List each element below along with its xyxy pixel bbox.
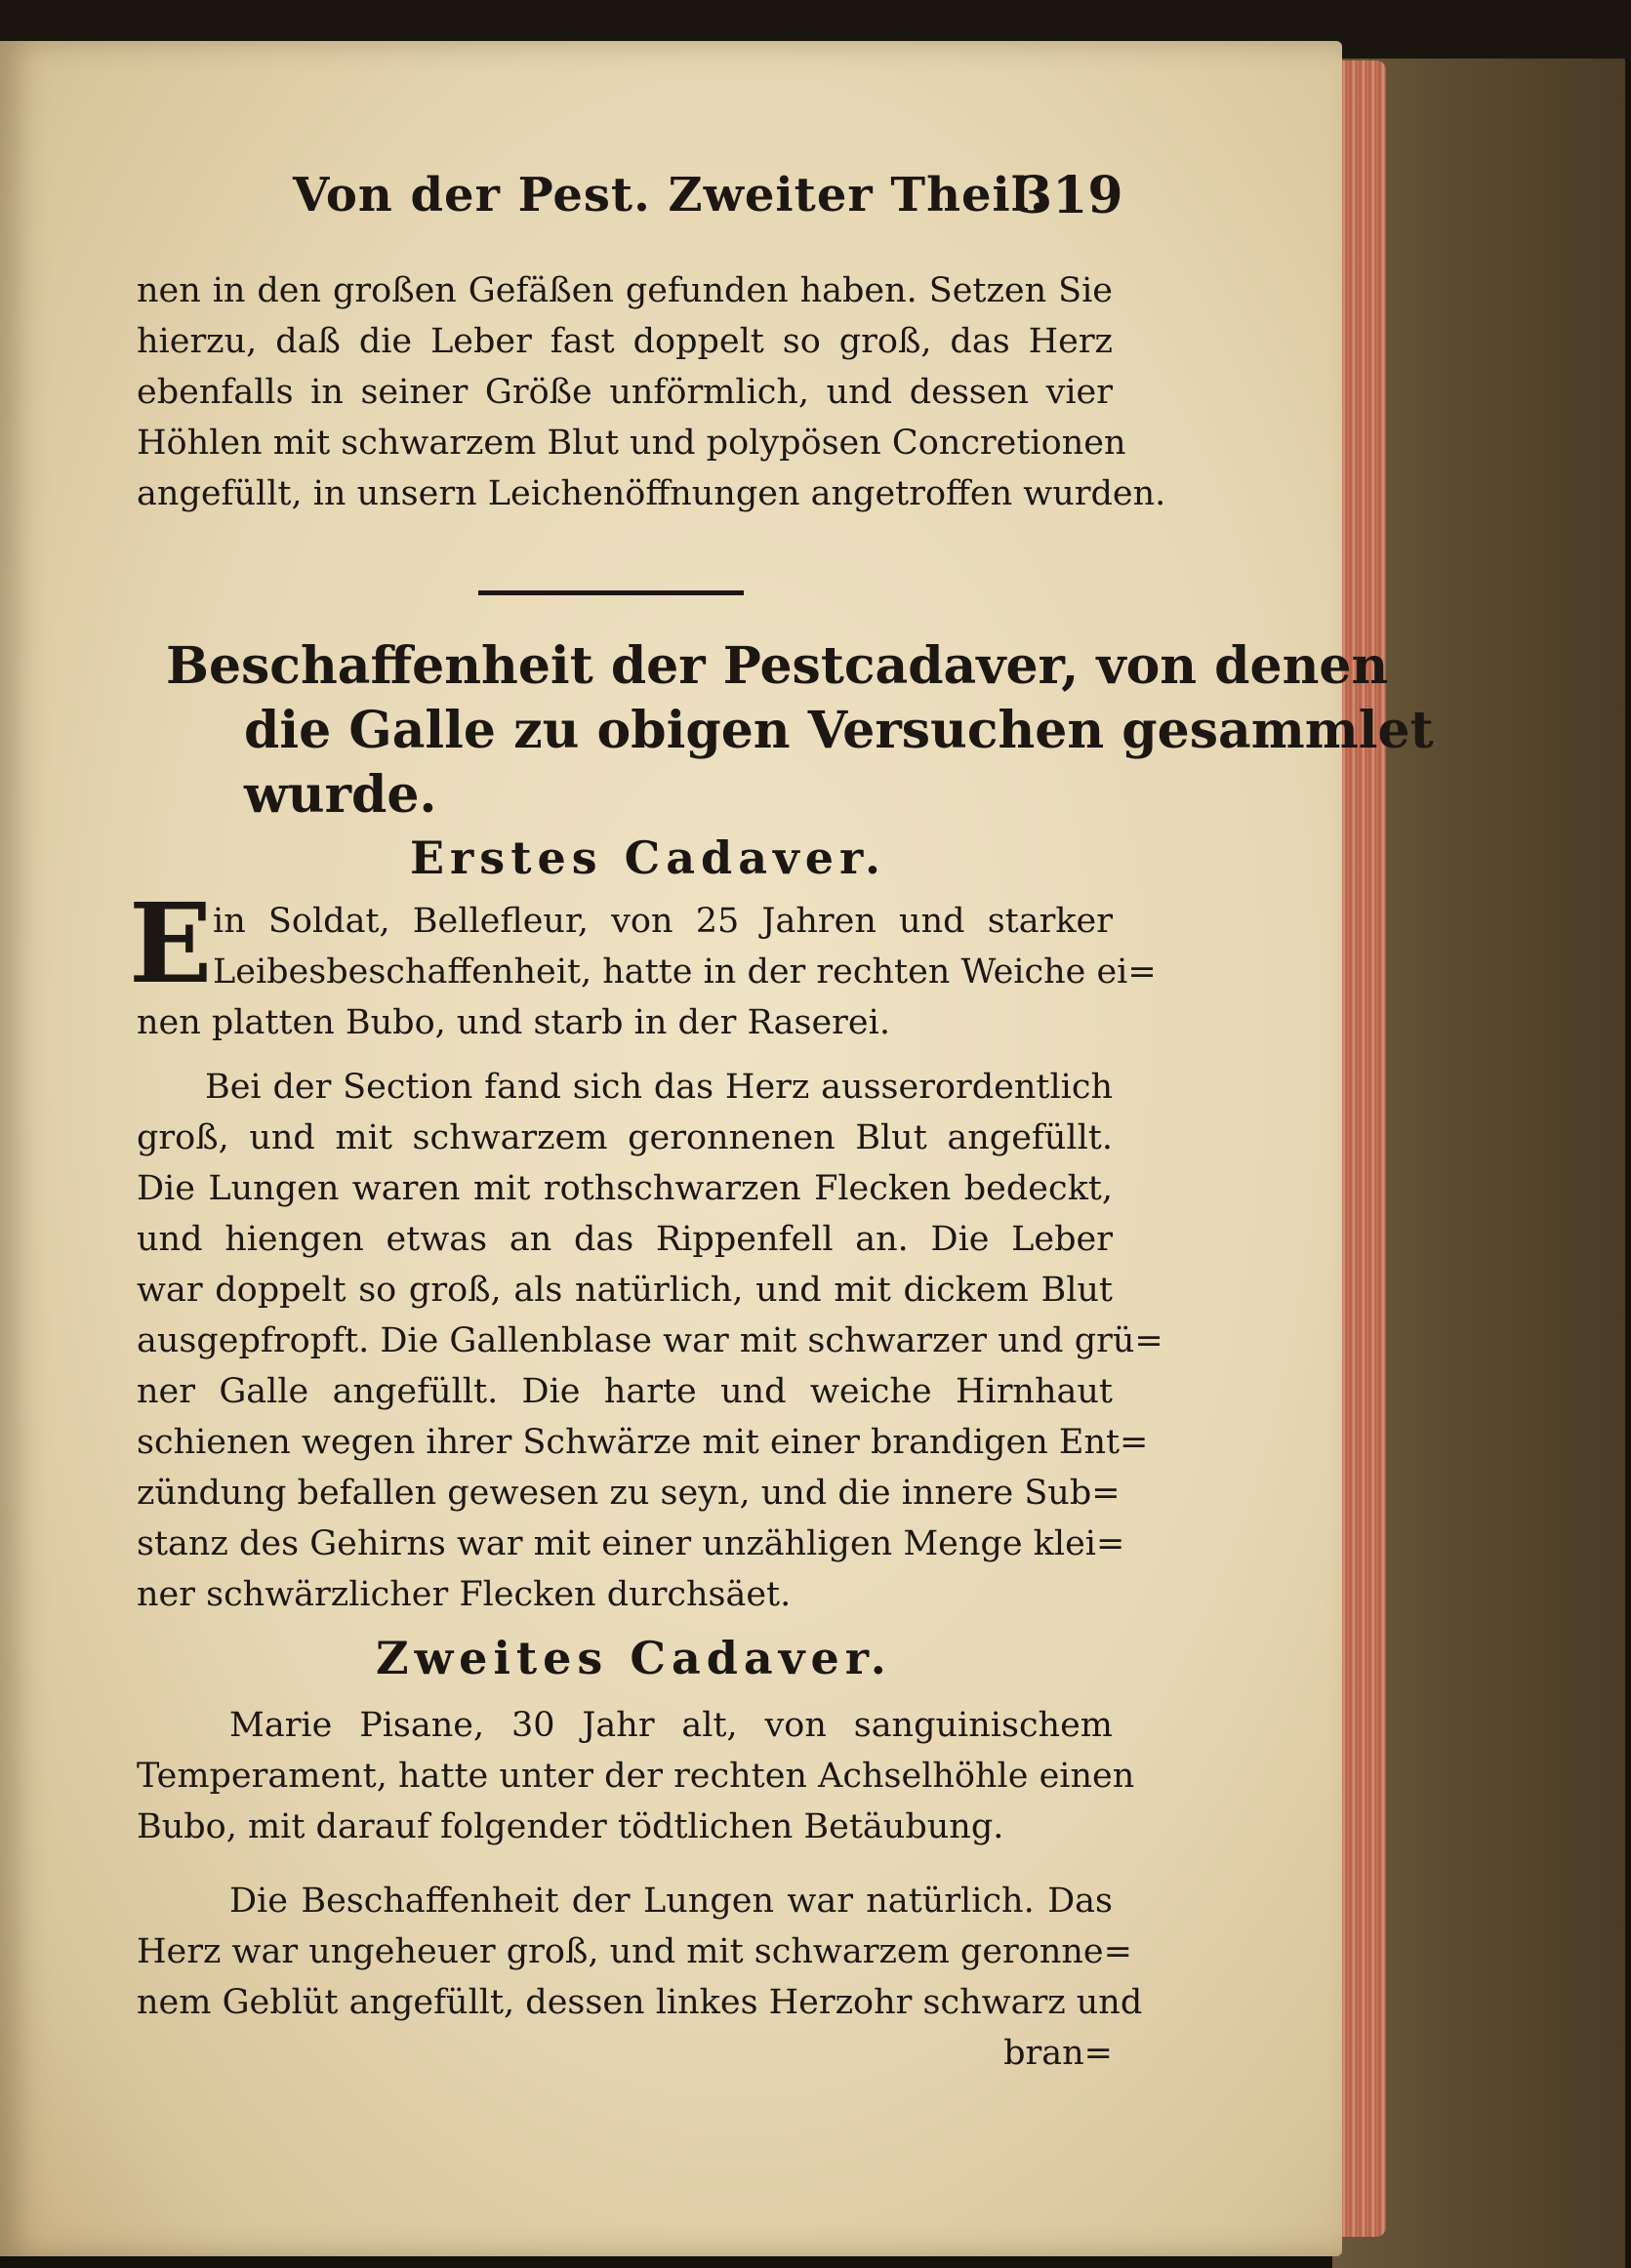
- text-line: Die Beschaffenheit der Lungen war natürlich. Das: [229, 1882, 1113, 1921]
- text-line: ner schwärzlicher Flecken durchsäet.: [137, 1575, 792, 1614]
- text-line: Höhlen mit schwarzem Blut und polypösen Concretionen: [137, 424, 1126, 463]
- cadaver-title: Erstes Cadaver.: [410, 831, 887, 884]
- text-line: Temperament, hatte unter der rechten Achselhöhle einen: [137, 1757, 1135, 1796]
- text-line: Herz war ungeheuer groß, und mit schwarzem geronne=: [137, 1932, 1132, 1971]
- text-line: nen platten Bubo, und starb in der Raserei.: [137, 1003, 890, 1042]
- text-line: Bubo, mit darauf folgender tödtlichen Betäubung.: [137, 1807, 1004, 1846]
- running-head: Von der Pest. Zweiter Theil.: [293, 168, 1047, 223]
- text-line: Bei der Section fand sich das Herz ausserordentlich: [205, 1068, 1113, 1107]
- page-text: [0, 41, 1434, 2256]
- text-line: Marie Pisane, 30 Jahr alt, von sanguinischem: [229, 1706, 1113, 1745]
- text-line: Leibesbeschaffenheit, hatte in der rechten Weiche ei=: [213, 952, 1157, 992]
- text-line: stanz des Gehirns war mit einer unzähligen Menge klei=: [137, 1524, 1125, 1563]
- text-line: hierzu, daß die Leber fast doppelt so groß, das Herz: [137, 322, 1113, 361]
- text-line: und hiengen etwas an das Rippenfell an. Die Leber: [137, 1220, 1113, 1259]
- text-line: nem Geblüt angefüllt, dessen linkes Herzohr schwarz und: [137, 1983, 1143, 2022]
- cadaver-title: Zweites Cadaver.: [376, 1632, 892, 1684]
- page-number: 319: [1017, 166, 1123, 225]
- text-line: war doppelt so groß, als natürlich, und mit dickem Blut: [137, 1271, 1113, 1310]
- text-line: in Soldat, Bellefleur, von 25 Jahren und starker: [213, 902, 1113, 941]
- text-line: angefüllt, in unsern Leichenöffnungen angetroffen wurden.: [137, 474, 1166, 513]
- text-line: ausgepfropft. Die Gallenblase war mit schwarzer und grü=: [137, 1321, 1163, 1360]
- text-line: ebenfalls in seiner Größe unförmlich, und dessen vier: [137, 373, 1113, 412]
- text-line: zündung befallen gewesen zu seyn, und die innere Sub=: [137, 1474, 1121, 1513]
- catchword: bran=: [1003, 2034, 1113, 2073]
- text-line: Die Lungen waren mit rothschwarzen Flecken bedeckt,: [137, 1169, 1113, 1208]
- drop-cap: E: [129, 880, 213, 1008]
- section-heading: Beschaffenheit der Pestcadaver, von denen: [166, 636, 1389, 696]
- text-line: schienen wegen ihrer Schwärze mit einer brandigen Ent=: [137, 1423, 1149, 1462]
- text-line: groß, und mit schwarzem geronnenen Blut angefüllt.: [137, 1118, 1113, 1157]
- section-heading: wurde.: [244, 765, 437, 825]
- book-page: [0, 41, 1434, 2256]
- section-divider: [478, 590, 744, 595]
- section-heading: die Galle zu obigen Versuchen gesammlet: [244, 701, 1434, 760]
- text-line: ner Galle angefüllt. Die harte und weiche Hirnhaut: [137, 1372, 1113, 1411]
- text-line: nen in den großen Gefäßen gefunden haben. Setzen Sie: [137, 271, 1113, 310]
